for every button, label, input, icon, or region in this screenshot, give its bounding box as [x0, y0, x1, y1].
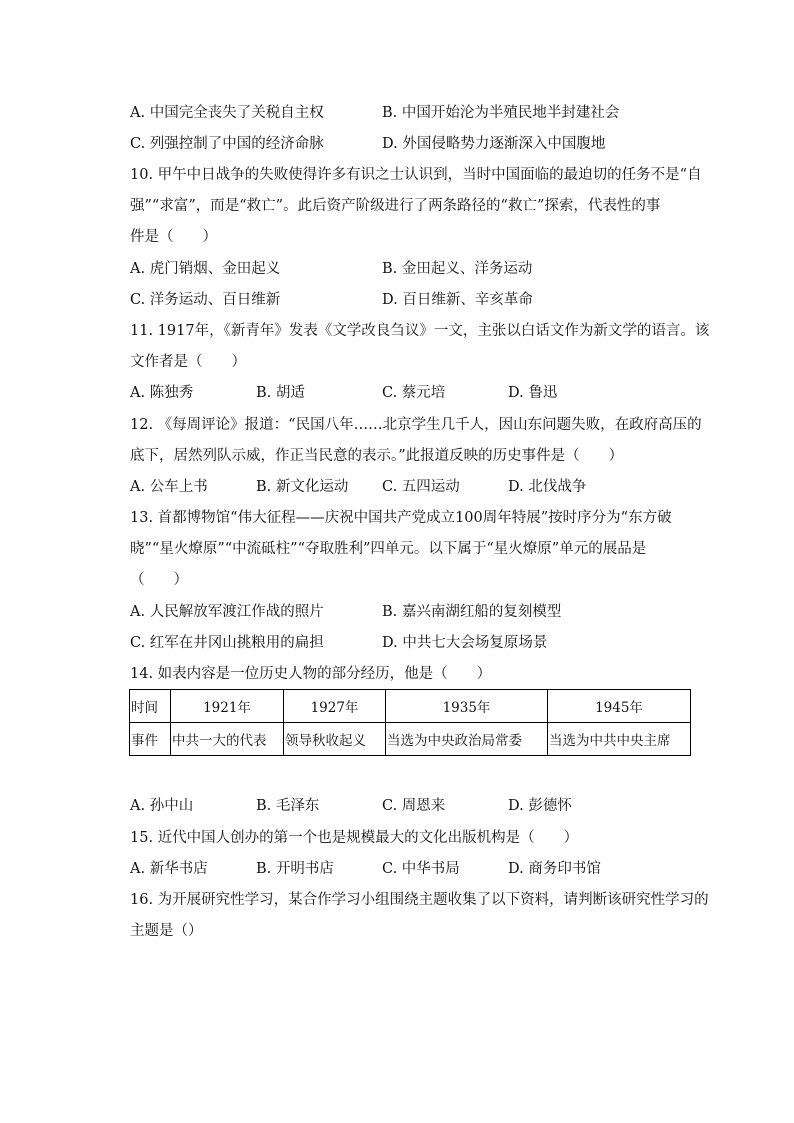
q13-stem-line2: 晓”“星火燎原”“中流砥柱”“夺取胜利”四单元。以下属于“星火燎原”单元的展品是 — [130, 541, 647, 557]
q13-option-d: D. 中共七大会场复原场景 — [382, 635, 548, 651]
q12-stem-line1: 12. 《每周评论》报道：“民国八年……北京学生几千人，因山东问题失败，在政府高压的 — [130, 417, 702, 433]
q12-stem-line2: 底下，居然列队示威，作正当民意的表示。”此报道反映的历史事件是（ ） — [130, 448, 624, 464]
q14-option-c: C. 周恩来 — [382, 798, 446, 814]
q9-option-c: C. 列强控制了中国的经济命脉 — [130, 136, 324, 152]
q9-option-d: D. 外国侵略势力逐渐深入中国腹地 — [382, 136, 606, 152]
q15-option-d: D. 商务印书馆 — [508, 861, 601, 877]
q10-stem-line3: 件是（ ） — [130, 229, 217, 245]
q11-stem-line1: 11. 1917年，《新青年》发表《文学改良刍议》一文，主张以白话文作为新文学的语言。该 — [130, 323, 710, 339]
q15-option-b: B. 开明书店 — [256, 861, 334, 877]
q11-option-c: C. 蔡元培 — [382, 385, 446, 401]
q16-stem-line2: 主题是（） — [130, 923, 203, 939]
table-row — [130, 690, 691, 723]
q9-option-a: A. 中国完全丧失了关税自主权 — [130, 105, 324, 121]
q9-option-b: B. 中国开始沦为半殖民地半封建社会 — [382, 105, 620, 121]
q13-option-b: B. 嘉兴南湖红船的复刻模型 — [382, 604, 562, 620]
table-cell: 当选为中共中央主席 — [548, 723, 691, 756]
q11-stem-line2: 文作者是（ ） — [130, 354, 246, 370]
table-cell: 中共一大的代表 — [171, 723, 284, 756]
q11-option-b: B. 胡适 — [256, 385, 305, 401]
q10-option-a: A. 虎门销烟、金田起义 — [130, 261, 281, 277]
q15-stem-line1: 15. 近代中国人创办的第一个也是规模最大的文化出版机构是（ ） — [130, 830, 579, 846]
q14-stem-line1: 14. 如表内容是一位历史人物的部分经历，他是（ ） — [130, 666, 492, 682]
q12-option-b: B. 新文化运动 — [256, 479, 349, 495]
q13-stem-line3: （ ） — [130, 572, 188, 588]
biography-table — [129, 689, 691, 756]
table-cell: 1921年 — [171, 690, 284, 723]
q10-stem-line1: 10. 甲午中日战争的失败使得许多有识之士认识到，当时中国面临的最迫切的任务不是“自 — [130, 167, 702, 183]
table-cell: 1935年 — [386, 690, 548, 723]
q14-option-b: B. 毛泽东 — [256, 798, 320, 814]
q12-option-a: A. 公车上书 — [130, 479, 208, 495]
q11-option-a: A. 陈独秀 — [130, 385, 194, 401]
q11-option-d: D. 鲁迅 — [508, 385, 558, 401]
table-cell: 1927年 — [284, 690, 386, 723]
table-cell: 领导秋收起义 — [284, 723, 386, 756]
q14-option-d: D. 彭德怀 — [508, 798, 572, 814]
q13-option-c: C. 红军在井冈山挑粮用的扁担 — [130, 635, 324, 651]
q10-stem-line2: 强”“求富”，而是“救亡”。此后资产阶级进行了两条路径的“救亡”探索，代表性的事 — [130, 198, 661, 214]
table-cell: 事件 — [130, 723, 171, 756]
q16-stem-line1: 16. 为开展研究性学习，某合作学习小组围绕主题收集了以下资料，请判断该研究性学习的 — [130, 892, 709, 908]
q15-option-a: A. 新华书店 — [130, 861, 208, 877]
table-cell: 时间 — [130, 690, 171, 723]
q12-option-c: C. 五四运动 — [382, 479, 460, 495]
table-row — [130, 723, 691, 756]
q10-option-c: C. 洋务运动、百日维新 — [130, 292, 281, 308]
q15-option-c: C. 中华书局 — [382, 861, 460, 877]
q13-option-a: A. 人民解放军渡江作战的照片 — [130, 604, 324, 620]
q12-option-d: D. 北伐战争 — [508, 479, 587, 495]
q13-stem-line1: 13. 首都博物馆“伟大征程——庆祝中国共产党成立100周年特展”按时序分为“东方破 — [130, 510, 672, 526]
q10-option-b: B. 金田起义、洋务运动 — [382, 261, 533, 277]
table-cell: 当选为中央政治局常委 — [386, 723, 548, 756]
q10-option-d: D. 百日维新、辛亥革命 — [382, 292, 533, 308]
q14-option-a: A. 孙中山 — [130, 798, 194, 814]
table-cell: 1945年 — [548, 690, 691, 723]
